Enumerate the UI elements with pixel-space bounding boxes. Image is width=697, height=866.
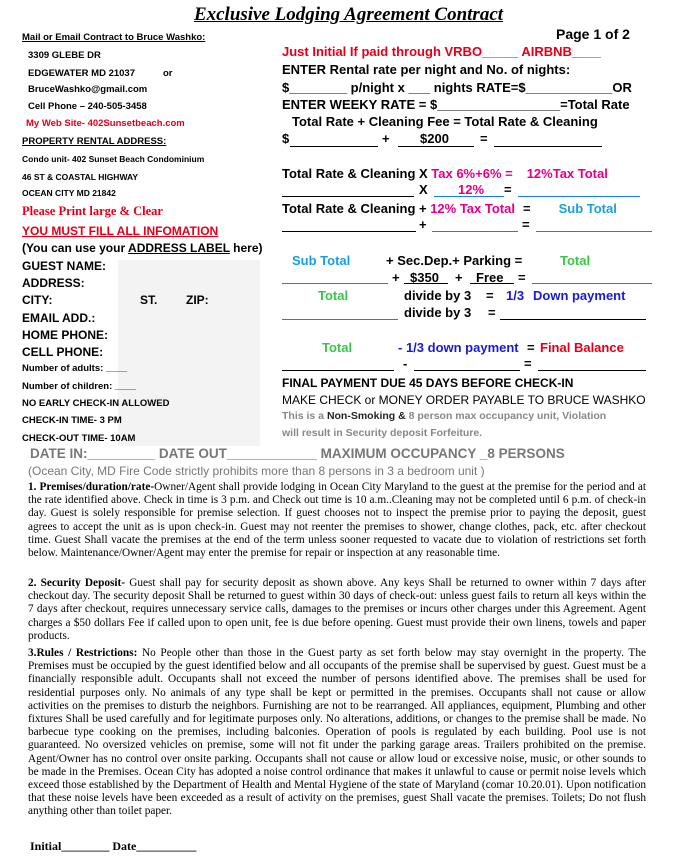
total-label: Total [322,340,353,355]
payable-note: MAKE CHECK or MONEY ORDER PAYABLE TO BRUCE WASHKO [282,393,646,407]
initial-date-footer[interactable]: Initial________ Date__________ [30,839,197,853]
down-payment-blank[interactable] [500,319,646,320]
grand-total-blank[interactable] [532,283,652,284]
checkout-time: CHECK-OUT TIME- 10AM [22,433,136,444]
owner-address-line2: EDGEWATER MD 21037 or [28,68,173,79]
total-rate-header: Total Rate + Cleaning Fee = Total Rate & Cleaning [292,114,598,129]
property-line3: OCEAN CITY MD 21842 [22,188,116,198]
nightly-rate-line[interactable]: $________ p/night x ___ nights RATE=$____________OR [282,80,632,95]
weekly-rate-line[interactable]: ENTER WEEKY RATE = $_________________=Total Rate [282,97,630,112]
page-number: Page 1 of 2 [556,26,630,42]
equals-sign: = [527,340,535,355]
parking-value: Free [476,270,504,285]
equals-sign: = [518,270,526,285]
total-rate-cleaning-blank[interactable] [494,146,602,147]
property-line1: Condo unit- 402 Sunset Beach Condominium [22,154,205,164]
plus-sign: + [392,270,400,285]
cell-phone-label: CELL PHONE: [22,345,104,359]
total-heading: Total [560,253,591,268]
nonsmoking-note: This is a Non-Smoking & 8 person max occupancy unit, Violation [282,410,607,422]
adults-field[interactable]: Number of adults: ____ [22,363,128,374]
subtotal-base-blank[interactable] [282,231,416,232]
total-label: Total [318,288,349,303]
document-title: Exclusive Lodging Agreement Contract [193,4,504,25]
down-payment-label: Down payment [533,288,626,303]
divide-label: divide by 3 [404,305,472,320]
final-balance-label: Final Balance [540,340,624,355]
tax-rate-value: 12% [458,182,485,197]
tax-base-blank[interactable] [282,196,414,197]
no-early-checkin: NO EARLY CHECK-IN ALLOWED [22,398,170,409]
equals-sign: = [522,217,530,232]
tax-calc-label: Total Rate & Cleaning X Tax 6%+6% = 12%Tax Total [282,166,608,181]
final-balance-blank[interactable] [538,370,646,371]
checkin-time: CHECK-IN TIME- 3 PM [22,415,122,426]
plus-sign: + [382,131,390,146]
cleaning-fee-value: $200 [420,131,449,146]
forfeiture-note: will result in Security deposit Forfeiture. [282,427,483,439]
minus-sign: - [403,356,408,371]
guest-name-label: GUEST NAME: [22,259,106,273]
subtotal-heading: Sub Total [292,253,351,268]
equals-sign: = [524,356,532,371]
address-label-note: (You can use your ADDRESS LABEL here) [22,241,263,255]
subtotal-calc-label: Total Rate & Cleaning + 12% Tax Total = Sub Total [282,201,617,216]
final-total-blank[interactable] [282,370,394,371]
owner-phone: Cell Phone – 240-505-3458 [28,101,147,112]
plus-sign: + [419,217,427,232]
owner-address-line1: 3309 GLEBE DR [28,50,101,61]
divide-label: divide by 3 [404,288,472,303]
multiply-sign: X [419,182,428,197]
equals-sign: = [480,131,488,146]
city-label: CITY: [22,293,53,307]
initial-platform-line[interactable]: Just Initial If paid through VRBO_____ AIRBNB____ [282,44,601,59]
website-link[interactable]: My Web Site- 402Sunsetbeach.com [26,118,185,129]
cleaning-fee-underline [398,146,474,147]
or-label: or [163,68,173,79]
deposit-subtotal-blank[interactable] [282,283,388,284]
date-occupancy-line[interactable]: DATE IN:_________ DATE OUT____________ MAXIMUM OCCUPANCY _8 PERSONS [30,446,565,461]
tax-total-blank[interactable] [518,196,640,197]
clause-premises: 1. Premises/duration/rate-Owner/Agent shall provide lodging in Ocean City Maryland to the guest at the premise for the period and at the rate identified above. Check in time is 3 p.m. and Check out time is 10 a.m..Cleaning may not be completed until 6 p.m. of check-in day. Guest is solely responsible for premise selection. If guest chooses not to inspect the premise prior to paying the deposit, guest agrees to accept the unit as is upon check-in. Guest may not reenter the premises to shower, change clothes, pack, etc. after checkout time. Guest Shall vacate the premises at the end of the term unless sooner requested to vacate due to violation of restrictions set forth below. Maintenance/Owner/Agent may enter the premise for repair or inspection at any reasonable time. [28,481,646,560]
equals-sign: = [504,182,512,197]
minus-down-label: - 1/3 down payment [398,340,519,355]
security-deposit-value: $350 [410,270,439,285]
state-label: ST. [140,293,158,307]
must-fill-note: YOU MUST FILL ALL INFOMATION [22,224,219,238]
children-field[interactable]: Number of children: ____ [22,381,137,392]
one-third-label: 1/3 [506,288,525,303]
property-line2: 46 ST & COASTAL HIGHWAY [22,172,139,182]
zip-label: ZIP: [186,293,209,307]
print-clear-note: Please Print large & Clear [22,204,163,218]
enter-rate-label: ENTER Rental rate per night and No. of nights: [282,62,571,77]
subtotal-blank[interactable] [536,231,652,232]
total-rate-blank[interactable] [290,146,378,147]
final-down-blank[interactable] [414,370,520,371]
down-total-blank[interactable] [282,319,398,320]
plus-sign: + [455,270,463,285]
address-label: ADDRESS: [22,276,85,290]
home-phone-label: HOME PHONE: [22,328,109,342]
guest-info-field-area[interactable] [118,260,260,446]
final-payment-due: FINAL PAYMENT DUE 45 DAYS BEFORE CHECK-IN [282,376,574,390]
subtotal-tax-blank[interactable] [432,231,518,232]
equals-sign: = [486,288,494,303]
secdep-parking-label: + Sec.Dep.+ Parking = [386,253,523,268]
dollar-sign: $ [282,131,290,146]
clause-security-deposit: 2. Security Deposit- Guest shall pay for security deposit as shown above. Any keys Shall be returned to owner within 7 days after checkout day. The security deposit Shall be returned to guest within 30 days of check-out: unless guest fails to return all keys within the 7 days after checkout, requires unnecessary service calls, damages to the premises or incurs other charges under this Agreement. Agent charges a $50 dollars Fee if called upon to open unit, fee is due before opening. Guest must provide their own linens, towels and paper products. [28,577,646,642]
owner-email[interactable]: BruceWashko@gmail.com [28,84,148,95]
equals-sign: = [488,305,496,320]
mail-to-heading: Mail or Email Contract to Bruce Washko: [22,32,206,43]
clause-rules: 3.Rules / Restrictions: No People other than those in the Guest party as set forth below may stay overnight in the property. The Premises must be occupied by the guest identified below and all occupants of the premise shall be supervised by guest. Guest must be a financially responsible adult. Occupants shall not exceed the number of persons identified above. The premises shall be used for residential purposes only. No animals of any type shall be kept or permitted in the premises. Occupants shall not cause or allow activities on the premises to disturb the neighbors. Furnishing are not to be rearranged. All appliances, equipment, Plumbing and other fixtures Shall be used carefully and for legitimate purposes only. No alterations, additions, or changes to the premise shall be made. No barbecue type cooking on the premises, including balconies. Operation of pools is regulated by each building. Pool use is not guaranteed. No oversized vehicles on premise, some will not fit under the parking garage areas. Trailers prohibited on the premise. Agent/Owner has no control over onsite parking. Occupants shall not cause or allow loud or excessive noise, music, or other sounds to be made in the Premises. Ocean City has adopted a noise control ordinance that makes it unlawful to cause or permit noise levels which exceed those established by the Department of Health and Mental Hygiene of the state of Maryland (comar 10.20.01). Upon notification that these noise levels have been exceeded as a result of activity on the premises, guest Shall vacate the premises. Toilets; Do not flush anything other than toilet paper. [28,647,646,818]
property-heading: PROPERTY RENTAL ADDRESS: [22,136,167,147]
fire-code-note: (Ocean City, MD Fire Code strictly prohibits more than 8 persons in 3 a bedroom unit ) [28,464,485,478]
email-label: EMAIL ADD.: [22,311,96,325]
